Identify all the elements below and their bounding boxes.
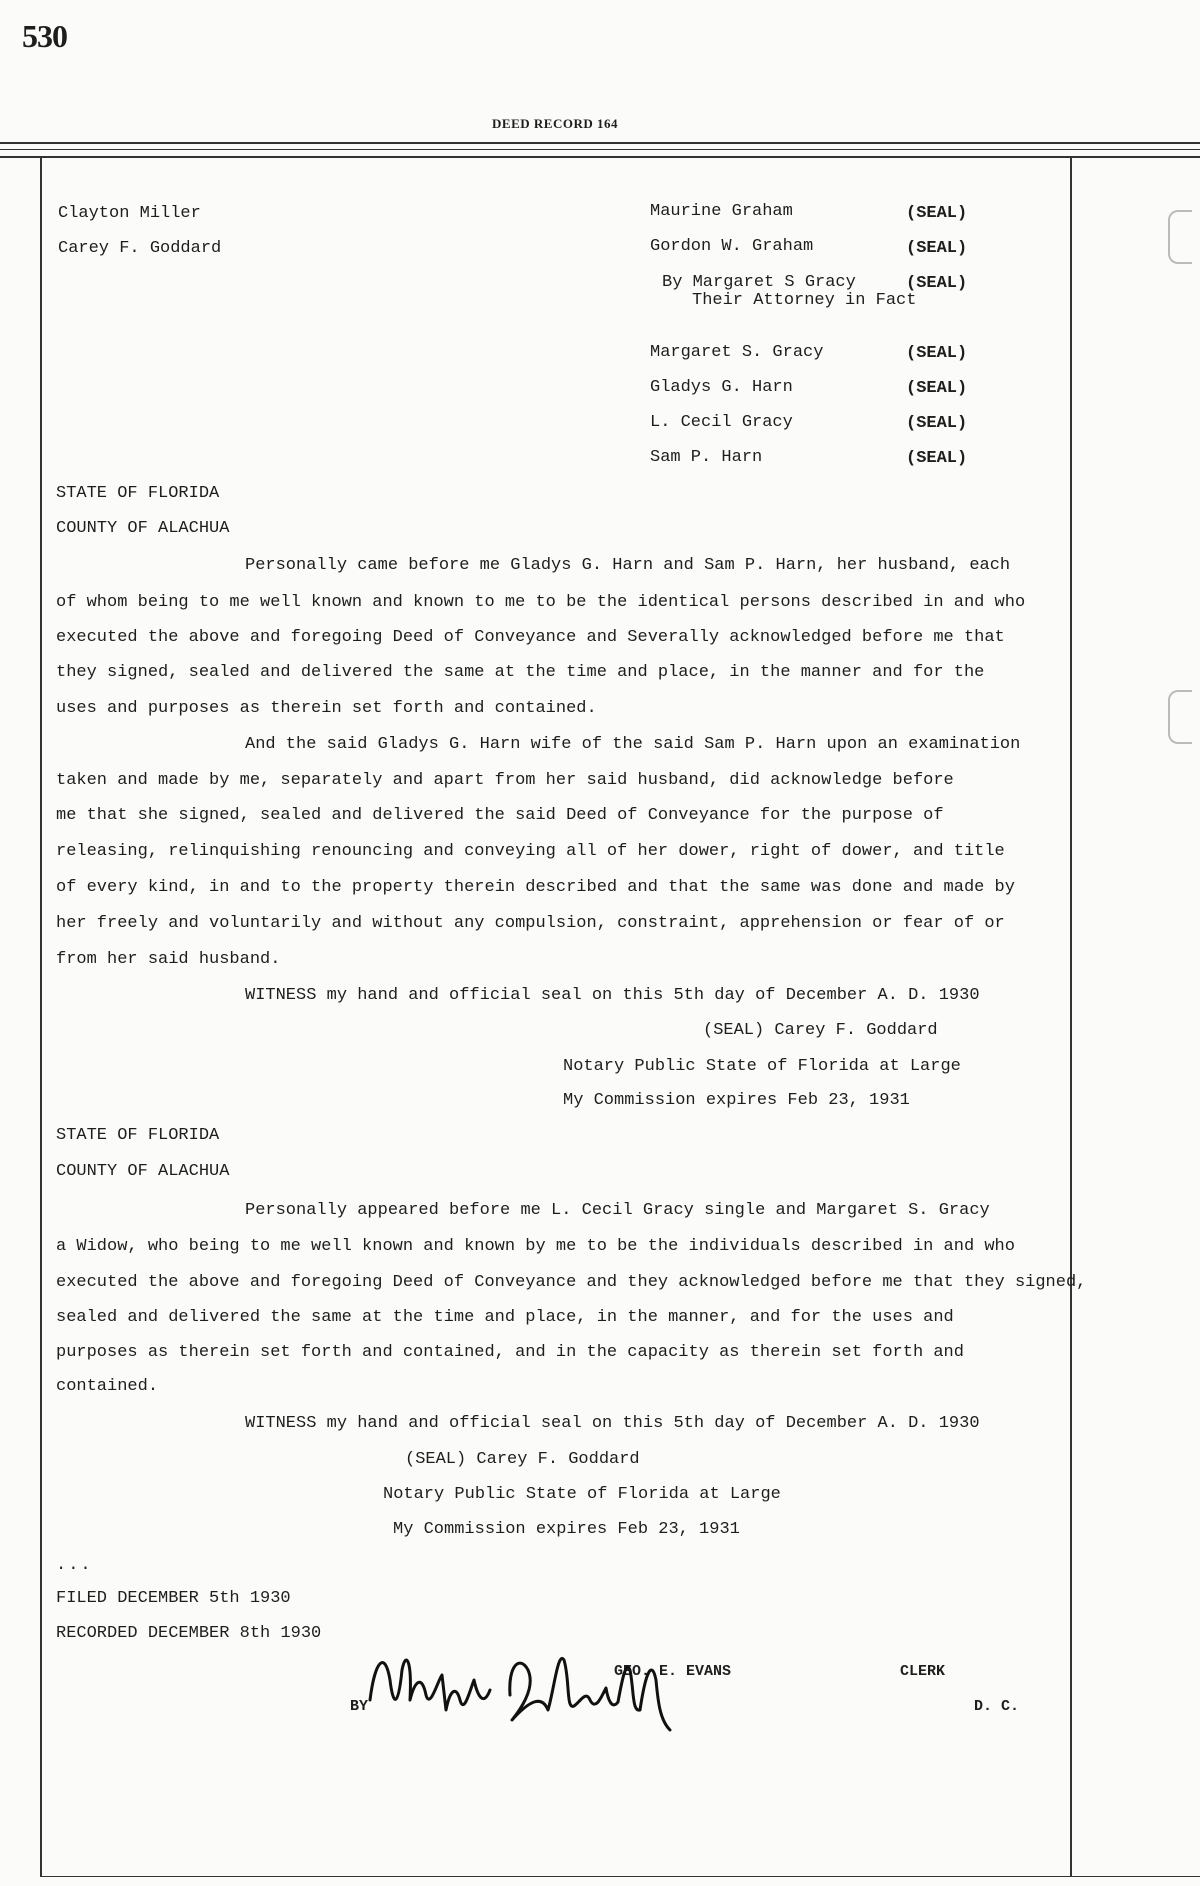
signatory-name: Gordon W. Graham (650, 237, 814, 256)
signatory-name: L. Cecil Gracy (650, 413, 793, 432)
page-number: 530 (22, 18, 67, 54)
ack-text-line: releasing, relinquishing renouncing and conveying all of her dower, right of dower, and title (56, 842, 1005, 861)
commission-expiry: My Commission expires Feb 23, 1931 (393, 1520, 740, 1539)
seal-label: (SEAL) (906, 379, 968, 398)
ack-text-line: me that she signed, sealed and delivered the said Deed of Conveyance for the purpose of (56, 806, 944, 825)
seal-label: (SEAL) (906, 274, 968, 293)
seal-label: (SEAL) (906, 239, 968, 258)
ack-text-line: they signed, sealed and delivered the same at the time and place, in the manner and for the (56, 663, 985, 682)
notary-title: Notary Public State of Florida at Large (563, 1057, 961, 1076)
ack-text-line: taken and made by me, separately and apart from her said husband, did acknowledge before (56, 771, 954, 790)
deputy-signature (360, 1640, 730, 1760)
attorney-in-fact-note: Their Attorney in Fact (692, 291, 917, 310)
ack-text-line: executed the above and foregoing Deed of Conveyance and Severally acknowledged before me that (56, 628, 1005, 647)
header-rule-top (0, 142, 1200, 144)
ack-text-line: contained. (56, 1377, 159, 1396)
ack-text-line: of every kind, in and to the property therein described and that the same was done and made by (56, 878, 1015, 897)
seal-label: (SEAL) (906, 449, 968, 468)
filed-date: FILED DECEMBER 5th 1930 (56, 1589, 291, 1608)
ack-text-line: purposes as therein set forth and contained, and in the capacity as therein set forth and (56, 1343, 964, 1362)
header-rule-bottom (0, 156, 1200, 158)
signatory-name: Gladys G. Harn (650, 378, 793, 397)
recorded-date: RECORDED DECEMBER 8th 1930 (56, 1624, 322, 1643)
witness-name: Clayton Miller (58, 204, 201, 223)
witness-clause: WITNESS my hand and official seal on this 5th day of December A. D. 1930 (245, 1414, 980, 1433)
ack-text-line: sealed and delivered the same at the time and place, in the manner, and for the uses and (56, 1308, 954, 1327)
notary-title: Notary Public State of Florida at Large (383, 1485, 781, 1504)
seal-label: (SEAL) (906, 414, 968, 433)
witness-name: Carey F. Goddard (58, 239, 222, 258)
ack-text-line: her freely and voluntarily and without any compulsion, constraint, apprehension or fear of or (56, 914, 1005, 933)
footer-rule (40, 1876, 1200, 1877)
record-title: DEED RECORD 164 (492, 116, 618, 131)
header-rule-mid (0, 149, 1200, 150)
clerk-title: CLERK (900, 1663, 946, 1680)
ack-text-line: Personally appeared before me L. Cecil Gracy single and Margaret S. Gracy (245, 1201, 990, 1220)
ellipsis-mark: ... (56, 1556, 93, 1575)
seal-label: (SEAL) (906, 344, 968, 363)
ack-text-line: from her said husband. (56, 950, 281, 969)
state-heading: STATE OF FLORIDA (56, 1126, 220, 1145)
county-heading: COUNTY OF ALACHUA (56, 1162, 230, 1181)
notary-seal-name: (SEAL) Carey F. Goddard (703, 1021, 938, 1040)
commission-expiry: My Commission expires Feb 23, 1931 (563, 1091, 910, 1110)
signatory-name: Margaret S. Gracy (650, 343, 824, 362)
witness-clause: WITNESS my hand and official seal on this 5th day of December A. D. 1930 (245, 986, 980, 1005)
county-heading: COUNTY OF ALACHUA (56, 519, 230, 538)
ack-text-line: Personally came before me Gladys G. Harn and Sam P. Harn, her husband, each (245, 556, 1011, 575)
state-heading: STATE OF FLORIDA (56, 484, 220, 503)
notary-seal-name: (SEAL) Carey F. Goddard (405, 1450, 640, 1469)
by-label: BY (350, 1698, 369, 1715)
right-margin-rule (1070, 156, 1072, 1876)
ack-text-line: a Widow, who being to me well known and known by me to be the individuals described in and who (56, 1237, 1015, 1256)
signatory-name: By Margaret S Gracy (662, 273, 856, 292)
signatory-name: Maurine Graham (650, 202, 793, 221)
binder-tab (1168, 210, 1192, 264)
signatory-name: Sam P. Harn (650, 448, 763, 467)
ack-text-line: And the said Gladys G. Harn wife of the said Sam P. Harn upon an examination (245, 735, 1021, 754)
binder-tab (1168, 690, 1192, 744)
left-margin-rule (40, 156, 42, 1876)
ack-text-line: uses and purposes as therein set forth and contained. (56, 699, 597, 718)
ack-text-line: executed the above and foregoing Deed of Conveyance and they acknowledged before me that they signed, (56, 1273, 1087, 1292)
deputy-clerk-label: D. C. (974, 1698, 1020, 1715)
clerk-name: GEO. E. EVANS (614, 1663, 732, 1680)
ack-text-line: of whom being to me well known and known to me to be the identical persons described in and who (56, 593, 1026, 612)
seal-label: (SEAL) (906, 204, 968, 223)
